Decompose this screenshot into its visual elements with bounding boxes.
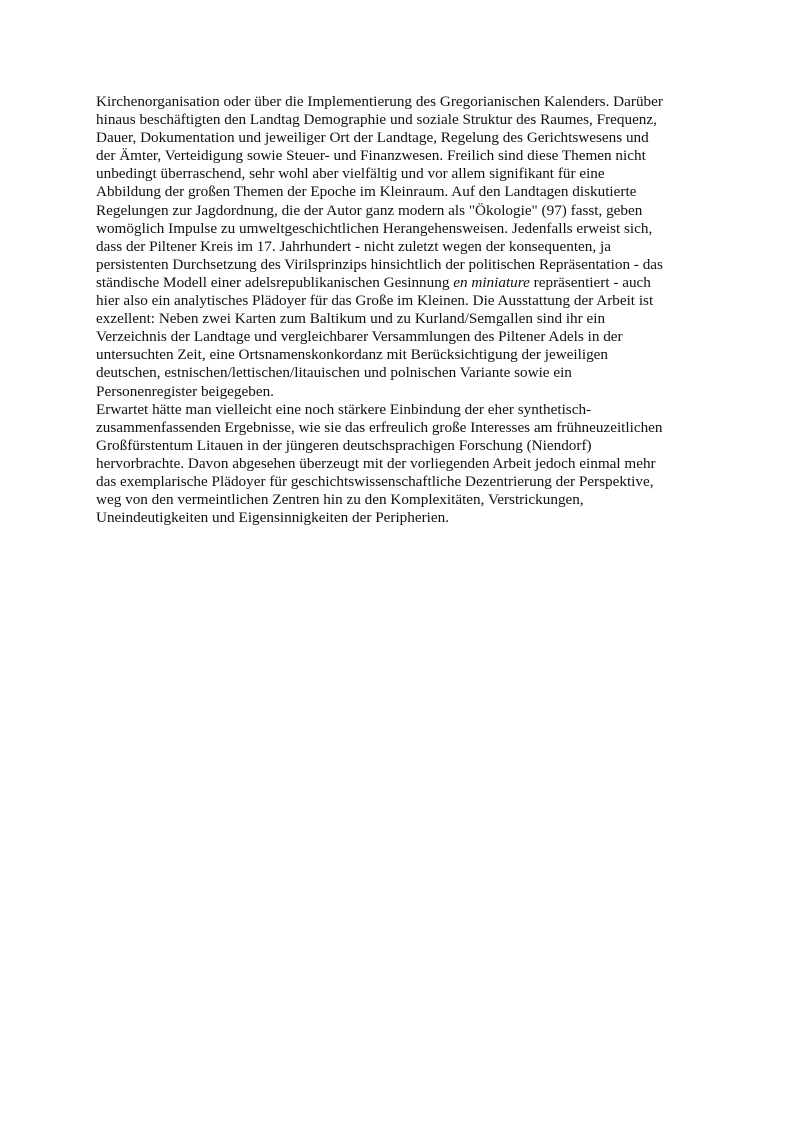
text-line	[96, 202, 702, 220]
text-segment: Verzeichnis der Landtage und vergleichbarer Versammlungen des Piltener Adels in der	[96, 328, 623, 346]
text-line	[96, 292, 702, 310]
text-segment: hier also ein analytisches Plädoyer für das Große im Kleinen. Die Ausstattung der Arbeit ist	[96, 292, 654, 310]
text-line	[96, 147, 702, 165]
italic-text: en miniature	[453, 273, 530, 291]
text-segment: der Ämter, Verteidigung sowie Steuer- und Finanzwesen. Freilich sind diese Themen nicht	[96, 147, 646, 165]
text-line	[96, 183, 702, 201]
text-segment: Personenregister beigegeben.	[96, 382, 274, 400]
text-line	[96, 220, 702, 238]
text-segment: repräsentiert - auch	[529, 273, 651, 291]
paragraph	[96, 93, 702, 401]
text-segment: Uneindeutigkeiten und Eigensinnigkeiten der Peripherien.	[96, 509, 450, 527]
text-line	[96, 328, 702, 346]
text-segment: unbedingt überraschend, sehr wohl aber vielfältig und vor allem signifikant für eine	[96, 165, 605, 183]
text-segment: Dauer, Dokumentation und jeweiliger Ort der Landtage, Regelung des Gerichtswesens und	[96, 129, 649, 147]
text-segment: deutschen, estnischen/lettischen/litauischen und polnischen Variante sowie ein	[96, 364, 572, 382]
body-text	[96, 93, 702, 527]
text-line	[96, 93, 702, 111]
text-line	[96, 256, 702, 274]
text-line	[96, 473, 702, 491]
text-segment: das exemplarische Plädoyer für geschichtswissenschaftliche Dezentrierung der Perspektive,	[96, 472, 654, 490]
text-line	[96, 383, 702, 401]
text-segment: Abbildung der großen Themen der Epoche im Kleinraum. Auf den Landtagen diskutierte	[96, 183, 637, 201]
text-line	[96, 509, 702, 527]
text-line	[96, 111, 702, 129]
text-segment: Großfürstentum Litauen in der jüngeren deutschsprachigen Forschung (Niendorf)	[96, 436, 592, 454]
text-segment: exzellent: Neben zwei Karten zum Baltikum und zu Kurland/Semgallen sind ihr ein	[96, 310, 606, 328]
text-segment: zusammenfassenden Ergebnisse, wie sie das erfreulich große Interesses am frühneuzeitlichen	[96, 418, 663, 436]
text-segment: Regelungen zur Jagdordnung, die der Autor ganz modern als "Ökologie" (97) fasst, geben	[96, 201, 643, 219]
text-line	[96, 346, 702, 364]
text-line	[96, 129, 702, 147]
text-segment: untersuchten Zeit, eine Ortsnamenskonkordanz mit Berücksichtigung der jeweiligen	[96, 346, 609, 364]
text-segment: hervorbrachte. Davon abgesehen überzeugt mit der vorliegenden Arbeit jedoch einmal mehr	[96, 454, 656, 472]
text-line	[96, 165, 702, 183]
text-line	[96, 437, 702, 455]
text-segment: dass der Piltener Kreis im 17. Jahrhundert - nicht zuletzt wegen der konsequenten, ja	[96, 237, 611, 255]
text-line	[96, 491, 702, 509]
text-line	[96, 274, 702, 292]
text-line	[96, 401, 702, 419]
text-segment: hinaus beschäftigten den Landtag Demographie und soziale Struktur des Raumes, Frequenz,	[96, 111, 657, 129]
text-segment: womöglich Impulse zu umweltgeschichtlichen Herangehensweisen. Jedenfalls erweist sich,	[96, 219, 653, 237]
text-line	[96, 419, 702, 437]
text-segment: weg von den vermeintlichen Zentren hin zu den Komplexitäten, Verstrickungen,	[96, 491, 584, 509]
text-line	[96, 364, 702, 382]
text-segment: ständische Modell einer adelsrepublikanischen Gesinnung	[96, 273, 454, 291]
text-line	[96, 310, 702, 328]
text-segment: persistenten Durchsetzung des Virilsprinzips hinsichtlich der politischen Repräsentation - das	[96, 255, 663, 273]
text-line	[96, 455, 702, 473]
text-line	[96, 238, 702, 256]
text-segment: Erwartet hätte man vielleicht eine noch stärkere Einbindung der eher synthetisch-	[96, 400, 592, 418]
paragraph	[96, 401, 702, 528]
text-segment: Kirchenorganisation oder über die Implementierung des Gregorianischen Kalenders. Darüber	[96, 93, 663, 110]
